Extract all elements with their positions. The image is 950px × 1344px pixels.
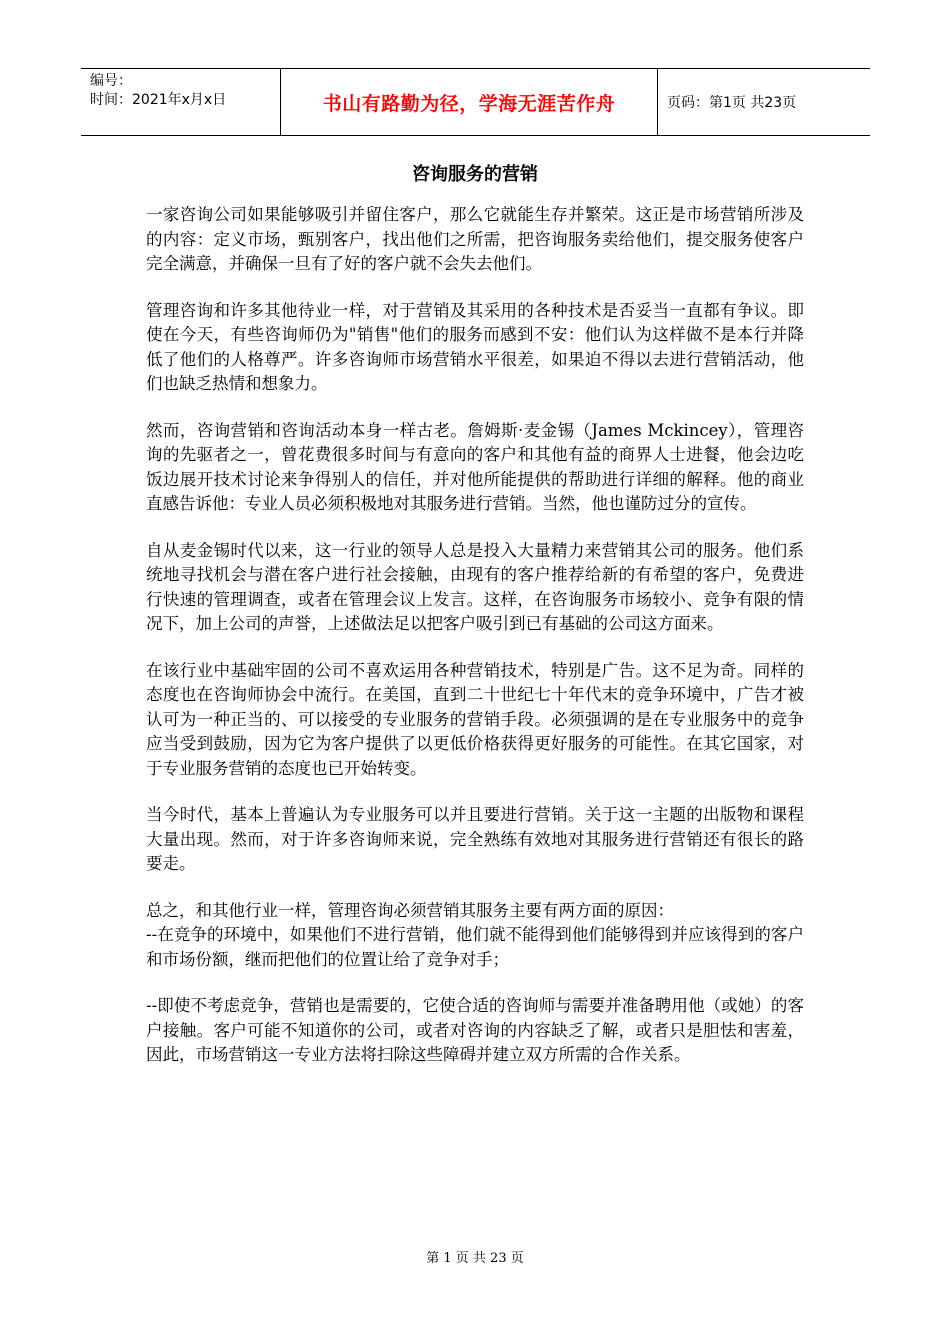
header-motto: 书山有路勤为径，学海无涯苦作舟 bbox=[281, 69, 658, 135]
document-title: 咨询服务的营销 bbox=[412, 164, 538, 185]
paragraph-2: 管理咨询和许多其他待业一样，对于营销及其采用的各种技术是否妥当一直都有争议。即使在今天，有些咨询师仍为"销售"他们的服务而感到不安：他们认为这样做不是本行并降低了他们的人格尊严。许多咨询师市场营销水平很差，如果迫不得以去进行营销活动，他们也缺乏热情和想象力。 bbox=[146, 300, 804, 393]
paragraph-7: 总之，和其他行业一样，管理咨询必须营销其服务主要有两方面的原因： bbox=[146, 900, 674, 920]
header-page-info: 页码：第1页 共23页 bbox=[667, 95, 797, 111]
paragraph-6: 当今时代，基本上普遍认为专业服务可以并且要进行营销。关于这一主题的出版物和课程大量出现。然而，对于许多咨询师来说，完全熟练有效地对其服务进行营销还有很长的路要走。 bbox=[146, 805, 804, 873]
paragraph-1: 一家咨询公司如果能够吸引并留住客户，那么它就能生存并繁荣。这正是市场营销所涉及的内容：定义市场，甄别客户，找出他们之所需，把咨询服务卖给他们，提交服务使客户完全满意，并确保一旦有了好的客户就不会失去他们。 bbox=[146, 205, 804, 273]
paragraph-8: --在竞争的环境中，如果他们不进行营销，他们就不能得到他们能够得到并应该得到的客户和市场份额，继而把他们的位置让给了竞争对手； bbox=[146, 925, 804, 969]
document-body bbox=[146, 203, 804, 1090]
paragraph-9: --即使不考虑竞争，营销也是需要的，它使合适的咨询师与需要并准备聘用他（或她）的客户接触。客户可能不知道你的公司，或者对咨询的内容缺乏了解，或者只是胆怯和害羞，因此，市场营销这一专业方法将扫除这些障碍并建立双方所需的合作关系。 bbox=[146, 996, 804, 1064]
paragraph-3: 然而，咨询营销和咨询活动本身一样古老。詹姆斯·麦金锡（James Mckincey），管理咨询的先驱者之一，曾花费很多时间与有意向的客户和其他有益的商界人士进餐，他会边吃饭边展开技术讨论来争得别人的信任，并对他所能提供的帮助进行详细的解释。他的商业直感告诉他：专业人员必须积极地对其服务进行营销。当然，他也谨防过分的宣传。 bbox=[146, 420, 804, 513]
time-label: 时间：2021年x月x日 bbox=[90, 92, 227, 108]
page-header bbox=[81, 68, 870, 136]
paragraph-5: 在该行业中基础牢固的公司不喜欢运用各种营销技术，特别是广告。这不足为奇。同样的态度也在咨询师协会中流行。在美国，直到二十世纪七十年代末的竞争环境中，广告才被认可为一种正当的、可以接受的专业服务的营销手段。必须强调的是在专业服务中的竞争应当受到鼓励，因为它为客户提供了以更低价格获得更好服务的可能性。在其它国家，对于专业服务营销的态度也已开始转变。 bbox=[146, 660, 804, 778]
header-meta bbox=[81, 69, 281, 135]
number-label: 编号： bbox=[90, 73, 132, 89]
paragraph-4: 自从麦金锡时代以来，这一行业的领导人总是投入大量精力来营销其公司的服务。他们系统地寻找机会与潜在客户进行社会接触，由现有的客户推荐给新的有希望的客户，免费进行快速的管理调查，或者在管理会议上发言。这样，在咨询服务市场较小、竞争有限的情况下，加上公司的声誉，上述做法足以把客户吸引到已有基础的公司这方面来。 bbox=[146, 540, 804, 633]
page-footer: 第 1 页 共 23 页 bbox=[426, 1251, 524, 1266]
